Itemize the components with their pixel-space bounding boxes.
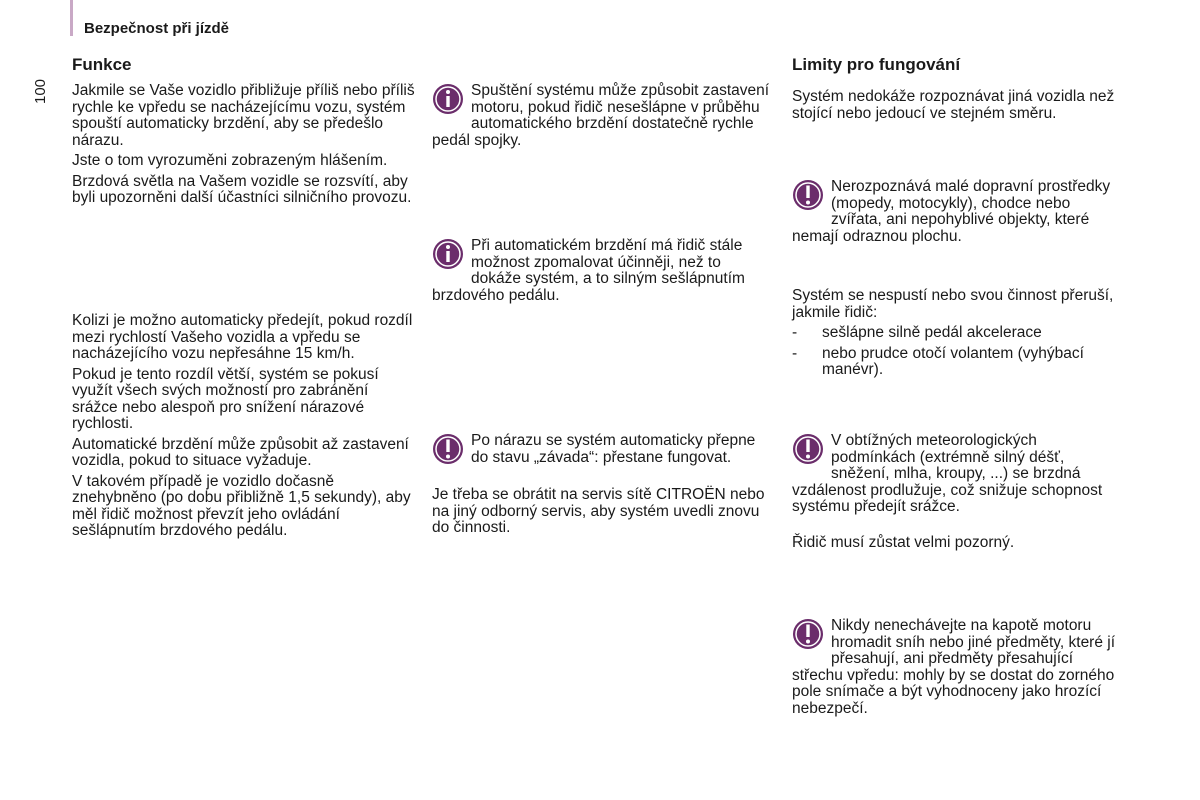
paragraph: Brzdová světla na Vašem vozidle se rozsvítí, aby byli upozorněni další účastníci silničního provozu. [72,172,412,206]
column-1-text-top [72,83,417,211]
column-3-text-lower [792,535,1122,556]
dash-list [792,325,1132,379]
sidebar-accent-line [70,0,73,36]
paragraph: Automatické brzdění může způsobit až zastavení vozidla, pokud to situace vyžaduje. [72,435,409,469]
warning-icon [792,433,824,465]
page-number: 100 [32,78,49,104]
warning-icon [432,433,464,465]
note-text: Při automatickém brzdění má řidič stále možnost zpomalovat účinněji, než to dokáže systém, a to silným sešlápnutím brzdového pedálu. [432,237,745,304]
column-3-text-top [792,89,1122,126]
paragraph: Kolizi je možno automaticky předejít, pokud rozdíl mezi rychlostí Vašeho vozidla a vpředu se nacházejícího vozu nepřesáhne 15 km/h. [72,312,413,362]
paragraph: Řidič musí zůstat velmi pozorný. [792,534,1015,551]
warning-icon [792,179,824,211]
paragraph: Jakmile se Vaše vozidlo přibližuje příliš nebo příliš rychle ke vpředu se nacházejícímu vozu, systém spouští automaticky brzdění, aby se předešlo nárazu. [72,82,415,149]
note-text: Spuštění systému může způsobit zastavení motoru, pokud řidič nesešlápne v průběhu automatického brzdění dostatečně rychle pedál spojky. [432,82,770,149]
warning-note-4 [792,618,1122,717]
note-text: Po nárazu se systém automaticky přepne do stavu „závada“: přestane fungovat. [471,432,756,466]
info-note-2 [432,238,772,304]
paragraph: Je třeba se obrátit na servis sítě CITROËN nebo na jiný odborný servis, aby systém uvedli znovu do činnosti. [432,486,765,536]
warning-note-3 [792,433,1122,516]
heading-funkce: Funkce [72,55,132,74]
list-item-text: nebo prudce otočí volantem (vyhýbací manévr). [822,344,1084,378]
warning-icon [792,618,824,650]
list-item [792,346,1132,379]
column-2-text [432,487,772,541]
paragraph: Systém nedokáže rozpoznávat jiná vozidla než stojící nebo jedoucí ve stejném směru. [792,88,1115,122]
list-dash: - [792,324,798,341]
list-item-text: sešlápne silně pedál akcelerace [822,324,1042,341]
paragraph: Jste o tom vyrozuměni zobrazeným hlášením. [72,152,388,169]
list-item [792,325,1132,342]
paragraph: Systém se nespustí nebo svou činnost přeruší, jakmile řidič: [792,287,1114,321]
paragraph: Pokud je tento rozdíl větší, systém se pokusí využít všech svých možností pro zabránění srážce nebo alespoň pro snížení nárazové rychlosti. [72,365,379,432]
paragraph: V takovém případě je vozidlo dočasně znehybněno (po dobu přibližně 1,5 sekundy), aby měl řidič možnost převzít jeho ovládání sešlápnutím brzdového pedálu. [72,472,411,539]
info-icon [432,238,464,270]
info-note-1 [432,83,772,149]
info-icon [432,83,464,115]
heading-limity: Limity pro fungování [792,55,961,74]
column-1-text-bottom [72,313,417,544]
note-text: Nerozpoznává malé dopravní prostředky (mopedy, motocykly), chodce nebo zvířata, ani nepohyblivé objekty, které nemají odraznou plochu. [792,178,1111,245]
column-3-text-middle [792,288,1132,383]
note-text: V obtížných meteorologických podmínkách (extrémně silný déšť, sněžení, mlha, kroupy, ...) se brzdná vzdálenost prodlužuje, což snižuje schopnost systému předejít srážce. [792,432,1103,515]
note-text: Nikdy nenechávejte na kapotě motoru hromadit sníh nebo jiné předměty, které jí přesahují, ani předměty přesahující střechu vpředu: mohly by se dostat do zorného pole snímače a být vyhodnoceny jako hrozící nebezpečí. [792,617,1116,717]
warning-note-1 [432,433,772,467]
warning-note-2 [792,179,1122,245]
section-title: Bezpečnost při jízdě [84,20,230,37]
list-dash: - [792,344,798,362]
